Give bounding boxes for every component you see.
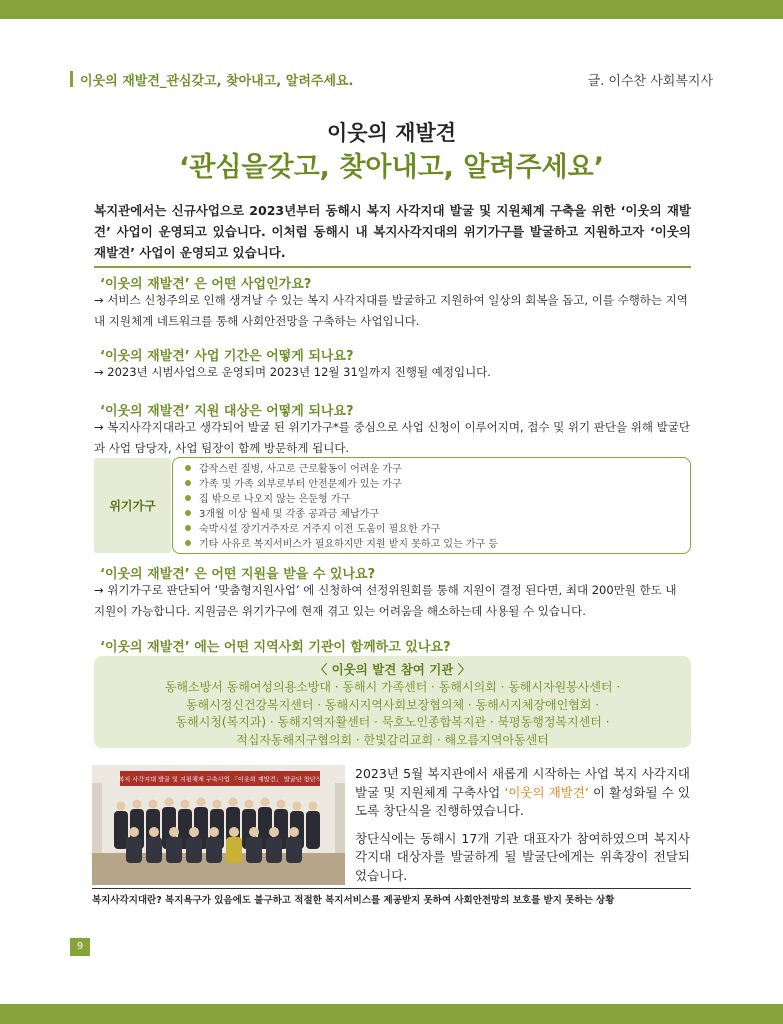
- list-item: 숙박시설 장기거주자로 거주지 이전 도움이 필요한 가구: [185, 522, 690, 537]
- orgs-line: 동해시정신건강복지센터 · 동해시지역사회보장협의체 · 동해시지체장애인협회 ·: [185, 697, 600, 712]
- question-1: ‘이웃의 재발견’ 은 어떤 사업인가요?: [100, 277, 312, 292]
- answer-2: → 2023년 시범사업으로 운영되며 2023년 12월 31일까지 진행될 예정입니다.: [94, 365, 491, 379]
- question-3: ‘이웃의 재발견’ 지원 대상은 어떻게 되나요?: [100, 404, 354, 419]
- participating-orgs-box: [94, 656, 691, 748]
- divider: [94, 266, 691, 268]
- question-2: ‘이웃의 재발견’ 사업 기간은 어떻게 되나요?: [100, 349, 354, 364]
- crisis-list: [172, 457, 691, 554]
- author-credit: 글. 이수찬 사회복지사: [587, 74, 713, 89]
- orgs-line: 적십자동해지구협의회 · 한빛감리교회 · 해오름지역아동센터: [236, 732, 549, 747]
- group-photo: [92, 765, 345, 885]
- caption-paragraph: 2023년 5월 복지관에서 새롭게 시작하는 사업 복지 사각지대 발굴 및 지원체계 구축사업 ‘이웃의 재발견’ 이 활성화될 수 있도록 창단식을 진행하였습니다.: [355, 766, 690, 818]
- footnote-divider: [92, 888, 691, 889]
- crisis-label: 위기가구: [94, 458, 171, 553]
- question-4: ‘이웃의 재발견’ 은 어떤 지원을 받을 수 있나요?: [100, 567, 376, 582]
- header-rule: [70, 71, 73, 87]
- list-item: 가족 및 가족 외부로부터 안전문제가 있는 가구: [185, 477, 690, 492]
- list-item: 집 밖으로 나오지 않는 은둔형 가구: [185, 492, 690, 507]
- group-photo-illustration: [92, 765, 345, 885]
- orgs-line: 동해소방서 동해여성의용소방대 · 동해시 가족센터 · 동해시의회 · 동해시자원봉사센터 ·: [164, 680, 621, 694]
- bullet-icon: [185, 465, 191, 471]
- list-item: 갑작스런 질병, 사고로 근로활동이 어려운 가구: [185, 462, 690, 477]
- answer-4: → 위기가구로 판단되어 ‘맞춤형지원사업’ 에 신청하여 선정위원회를 통해 지원이 결정 된다면, 최대 200만원 한도 내 지원이 가능합니다. 지원금은 위기가구에 현재 겪고 있는 어려움을 해소하는데 사용될 수 있습니다.: [94, 583, 677, 618]
- bullet-icon: [185, 540, 191, 546]
- photo-banner-text: 복지 사각지대 발굴 및 지원체계 구축사업 「이웃의 재발견」 발굴단 창단식: [118, 776, 322, 784]
- bullet-icon: [185, 510, 191, 516]
- caption-highlight: ‘이웃의 재발견’: [504, 784, 589, 800]
- section-title: 이웃의 재발견_관심갖고, 찾아내고, 알려주세요.: [80, 74, 354, 89]
- footnote: 복지사각지대란? 복지욕구가 있음에도 불구하고 적절한 복지서비스를 제공받지 못하여 사회안전망의 보호를 받지 못하는 상황: [92, 895, 615, 906]
- orgs-line: 동해시청(복지과) · 동해지역자활센터 · 묵호노인종합복지관 · 북평동행정복지센터 ·: [175, 715, 610, 729]
- bottom-color-bar: [0, 1004, 783, 1024]
- bullet-icon: [185, 495, 191, 501]
- photo-caption: [355, 765, 690, 885]
- orgs-title: 〈 이웃의 발견 참여 기관 〉: [314, 662, 471, 677]
- page-header: [70, 70, 713, 90]
- crisis-household-box: [94, 457, 691, 554]
- article-subtitle: ‘관심을갖고, 찾아내고, 알려주세요’: [179, 152, 604, 183]
- bullet-icon: [185, 480, 191, 486]
- top-color-bar: [0, 0, 783, 19]
- list-item: 3개월 이상 월세 및 각종 공과금 체납가구: [185, 507, 690, 522]
- bullet-icon: [185, 525, 191, 531]
- answer-1: → 서비스 신청주의로 인해 생겨날 수 있는 복지 사각지대를 발굴하고 지원하여 일상의 회복을 돕고, 이를 수행하는 지역 내 지원체계 네트워크를 통해 사회안전망을 구축하는 사업입니다.: [94, 293, 688, 328]
- question-5: ‘이웃의 재발견’ 에는 어떤 지역사회 기관이 함께하고 있나요?: [100, 640, 451, 655]
- answer-3: → 복지사각지대라고 생각되어 발굴 된 위기가구*를 중심으로 사업 신청이 이루어지며, 접수 및 위기 판단을 위해 발굴단과 사업 담당자, 사업 팀장이 함께 방문하게 됩니다.: [94, 420, 690, 455]
- list-item: 기타 사유로 복지서비스가 필요하지만 지원 받지 못하고 있는 가구 등: [185, 537, 690, 552]
- intro-paragraph: 복지관에서는 신규사업으로 2023년부터 동해시 복지 사각지대 발굴 및 지원체계 구축을 위한 ‘이웃의 재발견’ 사업이 운영되고 있습니다. 이처럼 동해시 내 복지사각지대의 위기가구를 발굴하고 지원하고자 ‘이웃의 재발견’ 사업이 운영되고 있습니다.: [94, 203, 691, 260]
- article-title: 이웃의 재발견: [326, 121, 457, 145]
- caption-paragraph: 창단식에는 동해시 17개 기관 대표자가 참여하였으며 복지사각지대 대상자를 발굴하게 될 발굴단에게는 위촉장이 전달되었습니다.: [355, 830, 690, 883]
- page-number: 9: [70, 938, 90, 956]
